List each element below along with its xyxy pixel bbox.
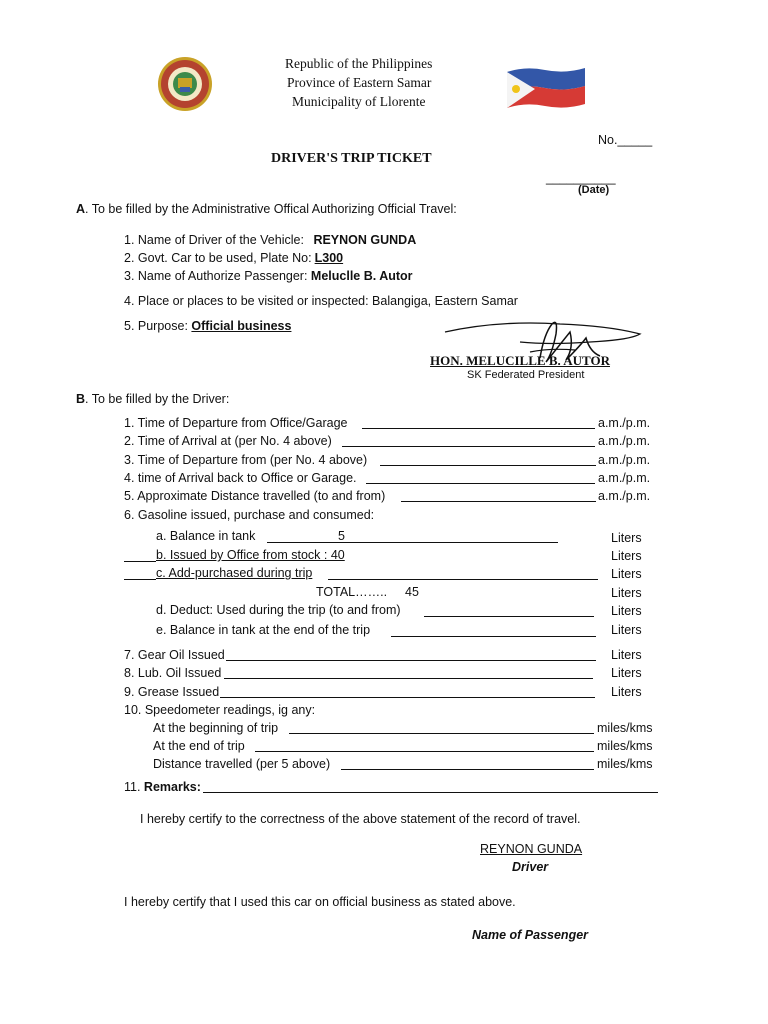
b-item-9: 9. Grease Issued bbox=[124, 685, 220, 699]
signatory-title: SK Federated President bbox=[467, 369, 585, 381]
a-item-5 bbox=[124, 318, 291, 334]
speedo-begin-unit: miles/kms bbox=[597, 721, 653, 735]
speedo-distance: Distance travelled (per 5 above) bbox=[153, 757, 331, 771]
gas-b: b. Issued by Office from stock : 40 bbox=[156, 548, 345, 562]
a-item-1-label: 1. Name of Driver of the Vehicle: bbox=[124, 233, 304, 247]
a-item-5-label: 5. Purpose: bbox=[124, 319, 188, 333]
b-item-1-blank bbox=[362, 428, 595, 429]
gas-a-value: 5 bbox=[338, 529, 345, 543]
b-item-6: 6. Gasoline issued, purchase and consumed: bbox=[124, 508, 375, 522]
b-item-2-unit: a.m./p.m. bbox=[598, 434, 651, 448]
speedo-end-unit: miles/kms bbox=[597, 739, 653, 753]
remarks-label: Remarks: bbox=[143, 780, 201, 794]
speedo-begin: At the beginning of trip bbox=[153, 721, 279, 735]
date-blank: __________ bbox=[546, 171, 616, 185]
a-item-2 bbox=[124, 250, 343, 266]
municipal-seal-icon bbox=[156, 56, 214, 112]
purpose-value: Official business bbox=[191, 319, 292, 333]
speedo-begin-blank bbox=[289, 733, 594, 734]
b-item-9-blank bbox=[220, 697, 595, 698]
section-a-letter: A bbox=[76, 202, 86, 216]
speedo-distance-unit: miles/kms bbox=[597, 757, 653, 771]
header-province: Province of Eastern Samar bbox=[287, 75, 432, 90]
certify-driver-text: I hereby certify to the correctness of the above statement of the record of travel. bbox=[140, 812, 581, 826]
certify-passenger-text: I hereby certify that I used this car on official business as stated above. bbox=[124, 895, 516, 909]
section-b-heading-text: . To be filled by the Driver: bbox=[85, 392, 230, 406]
section-a-heading bbox=[76, 201, 457, 217]
date-label: (Date) bbox=[578, 184, 610, 196]
gas-total-unit: Liters bbox=[611, 586, 642, 600]
a-item-1 bbox=[124, 232, 416, 248]
section-a-heading-text: . To be filled by the Administrative Offical Authorizing Official Travel: bbox=[85, 202, 457, 216]
gas-total-label: TOTAL…….. bbox=[316, 585, 388, 599]
gas-b-lead-blank bbox=[124, 561, 156, 562]
b-item-3-unit: a.m./p.m. bbox=[598, 453, 651, 467]
b-item-5-blank bbox=[401, 501, 596, 502]
ticket-number: No._____ bbox=[598, 133, 653, 147]
driver-signature-name: REYNON GUNDA bbox=[480, 842, 583, 856]
gas-c-unit: Liters bbox=[611, 567, 642, 581]
b-item-5-unit: a.m./p.m. bbox=[598, 489, 651, 503]
gas-a-unit: Liters bbox=[611, 531, 642, 545]
page-title: DRIVER'S TRIP TICKET bbox=[271, 151, 432, 166]
gas-a-blank bbox=[267, 542, 558, 543]
driver-name-value: REYNON GUNDA bbox=[313, 233, 417, 247]
gas-c-lead-blank bbox=[124, 579, 156, 580]
passenger-name-value: Meluclle B. Autor bbox=[310, 269, 413, 283]
b-item-5: 5. Approximate Distance travelled (to and from) bbox=[124, 489, 386, 503]
passenger-label: Name of Passenger bbox=[472, 928, 589, 942]
remarks-blank bbox=[203, 792, 658, 793]
a-item-3 bbox=[124, 268, 413, 284]
b-item-4-blank bbox=[366, 483, 595, 484]
b-item-2-blank bbox=[342, 446, 595, 447]
speedo-distance-blank bbox=[341, 769, 594, 770]
gas-c: c. Add-purchased during trip bbox=[156, 566, 313, 580]
signatory-name: HON. MELUCILLE B. AUTOR bbox=[430, 353, 610, 368]
b-item-8: 8. Lub. Oil Issued bbox=[124, 666, 222, 680]
gas-e-unit: Liters bbox=[611, 623, 642, 637]
b-item-8-unit: Liters bbox=[611, 666, 642, 680]
plate-number-value: L300 bbox=[314, 251, 344, 265]
header-municipality: Municipality of Llorente bbox=[292, 94, 426, 109]
gas-e: e. Balance in tank at the end of the trip bbox=[156, 623, 371, 637]
a-item-2-label: 2. Govt. Car to be used, Plate No: bbox=[124, 251, 312, 265]
b-item-3-blank bbox=[380, 465, 596, 466]
philippine-flag-icon bbox=[505, 64, 587, 108]
speedo-end-blank bbox=[255, 751, 594, 752]
b-item-7: 7. Gear Oil Issued bbox=[124, 648, 225, 662]
gas-total-value: 45 bbox=[405, 585, 419, 599]
b-item-8-blank bbox=[224, 678, 593, 679]
a-item-3-label: 3. Name of Authorize Passenger: bbox=[124, 269, 308, 283]
gas-d-blank bbox=[424, 616, 594, 617]
b-item-7-blank bbox=[226, 660, 596, 661]
b-item-11-number: 11. bbox=[124, 780, 144, 794]
gas-e-blank bbox=[391, 636, 596, 637]
speedo-end: At the end of trip bbox=[153, 739, 245, 753]
a-item-4: 4. Place or places to be visited or inspected: Balangiga, Eastern Samar bbox=[124, 294, 518, 308]
driver-label: Driver bbox=[512, 860, 549, 874]
gas-c-blank bbox=[328, 579, 598, 580]
b-item-4-unit: a.m./p.m. bbox=[598, 471, 651, 485]
gas-b-unit: Liters bbox=[611, 549, 642, 563]
b-item-3: 3. Time of Departure from (per No. 4 above) bbox=[124, 453, 368, 467]
b-item-11 bbox=[124, 779, 201, 795]
b-item-10: 10. Speedometer readings, ig any: bbox=[124, 703, 316, 717]
gas-a: a. Balance in tank bbox=[156, 529, 256, 543]
b-item-2: 2. Time of Arrival at (per No. 4 above) bbox=[124, 434, 332, 448]
b-item-1-unit: a.m./p.m. bbox=[598, 416, 651, 430]
b-item-9-unit: Liters bbox=[611, 685, 642, 699]
gas-d-unit: Liters bbox=[611, 604, 642, 618]
section-b-heading bbox=[76, 391, 229, 407]
header-republic: Republic of the Philippines bbox=[285, 56, 433, 71]
b-item-4: 4. time of Arrival back to Office or Garage. bbox=[124, 471, 357, 485]
section-b-letter: B bbox=[76, 392, 86, 406]
gas-d: d. Deduct: Used during the trip (to and from) bbox=[156, 603, 401, 617]
b-item-1: 1. Time of Departure from Office/Garage bbox=[124, 416, 348, 430]
b-item-7-unit: Liters bbox=[611, 648, 642, 662]
